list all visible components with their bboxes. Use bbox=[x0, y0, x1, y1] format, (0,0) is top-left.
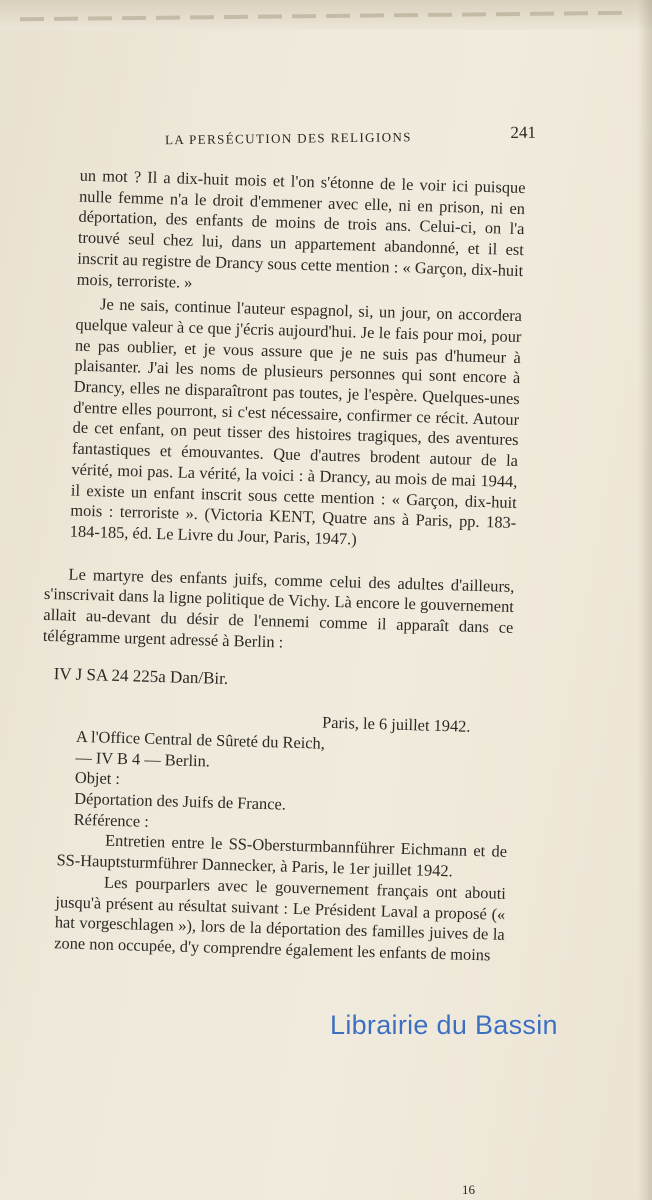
telegram-body: Les pourparlers avec le gouvernement français ont abouti jusqu'à présent au résultat suivant : Le Président Laval a proposé (« hat vorgeschlagen »), lors de la déportation des familles juives de la zone non occupée, d'y comprendre également les enfants de moins bbox=[54, 872, 507, 965]
telegram-recipient-dept: — IV B 4 — Berlin. bbox=[75, 747, 211, 771]
page-number: 241 bbox=[510, 122, 537, 143]
binding-stitch-marks bbox=[20, 11, 630, 21]
signature-mark: 16 bbox=[462, 1182, 475, 1197]
telegram bbox=[34, 664, 512, 966]
telegram-objet-label: Objet : bbox=[74, 768, 121, 789]
body-paragraph-3: Le martyre des enfants juifs, comme celui des adultes d'ailleurs, s'inscrivait dans la ligne politique de Vichy. Là encore le gouvernement allait au-devant du désir de l'ennemi comme il apparaît dans ce télégramme urgent adressé à Berlin : bbox=[42, 564, 515, 652]
telegram-recipient: A l'Office Central de Sûreté du Reich, bbox=[75, 726, 326, 753]
quote-paragraph-2: Je ne sais, continue l'auteur espagnol, si, un jour, on accordera quelque valeur à ce que j'écris aujourd'hui. Je le fais pour moi, pour ne pas oublier, et je vous assure que je ne suis pas d'humeur à plaisanter. J'ai les noms de plusieurs personnes qui sont encore à Drancy, elles ne disparaîtront pas toutes, je l'espère. Quelques-unes d'entre elles pourront, si c'est nécessaire, confirmer ce récit. Autour de cet enfant, on peut tisser des histoires tragiques, des aventures fantastiques et émouvantes. Que d'autres brodent autour de la vérité, moi pas. La vérité, la voici : à Drancy, au mois de mai 1944, il existe un enfant inscrit sous cette mention : « Garçon, dix-huit mois : terroriste ». (Victoria KENT, Quatre ans à Paris, pp. 183-184-185, éd. Le Livre du Jour, Paris, 1947.) bbox=[69, 294, 523, 549]
page-top-edge bbox=[0, 0, 652, 30]
telegram-date: Paris, le 6 juillet 1942. bbox=[321, 712, 471, 736]
quote-paragraph-1: un mot ? Il a dix-huit mois et l'on s'étonne de le voir ici puisque nulle femme n'a le droit d'emmener avec elle, ni en prison, ni en déportation, des enfants de moins de trois ans. Celui-ci, on l'a trouvé seul chez lui, dans un appartement abandonné, et il est inscrit au registre de Drancy sous cette mention : « Garçon, dix-huit mois, terroriste. » bbox=[76, 165, 526, 292]
body-text bbox=[34, 165, 526, 966]
telegram-reference-text: Entretien entre le SS-Obersturmbannführer Eichmann et de SS-Hauptsturmführer Dannecker, à Paris, le 1er juillet 1942. bbox=[56, 831, 508, 881]
page-header bbox=[160, 120, 540, 155]
page-shadow bbox=[638, 0, 652, 1200]
telegram-reference: IV J SA 24 225a Dan/Bir. bbox=[53, 664, 229, 689]
running-head: LA PERSÉCUTION DES RELIGIONS bbox=[164, 129, 412, 148]
telegram-reference-label: Référence : bbox=[73, 809, 150, 831]
watermark: Librairie du Bassin bbox=[330, 1010, 558, 1040]
telegram-objet: Déportation des Juifs de France. bbox=[74, 788, 287, 814]
